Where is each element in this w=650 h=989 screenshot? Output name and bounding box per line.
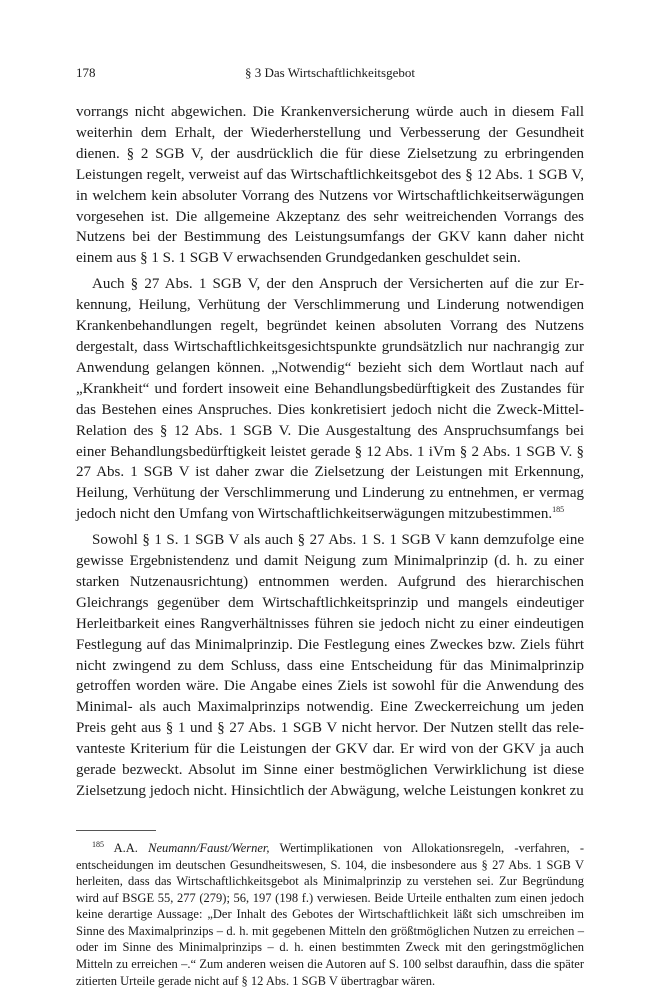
book-page xyxy=(76,62,584,989)
paragraph-2-text: Auch § 27 Abs. 1 SGB V, der den Anspruch der Versicherten auf die zur Erkennung, Heilung, Verhütung der Verschlimmerung und Linderung notwendigen Krankenbehandlungen regelt, begründet keinen absoluten Vorrang des Nutzens dergestalt, dass Wirtschaftlichkeitsgesichtspunkte grundsätzlich nur nachrangig zur Anwendung gelangen können. „Notwendig“ bezieht sich dem Wortlaut nach auf „Krankheit“ und fordert insoweit eine Behandlungsbedürftigkeit des Zustandes für das Bestehen eines Anspruches. Dies konkretisiert jedoch nicht die Zweck-Mittel-Relation des § 12 Abs. 1 SGB V. Die Ausgestaltung des Anspruchsumfangs bei einer Behandlungsbedürftigkeit leistet gerade § 12 Abs. 1 iVm § 2 Abs. 1 SGB V. § 27 Abs. 1 SGB V ist daher zwar die Zielsetzung der Leistungen mit Erkennung, Heilung, Verhütung der Verschlimmerung und Linderung zu entnehmen, er vermag jedoch nicht den Umfang von Wirtschaftlichkeitserwägungen mitzubestimmen. xyxy=(76,276,584,523)
page-number: 178 xyxy=(76,65,96,80)
footnote-text: Wertimplikationen von Allokationsregeln, -verfahren, -entscheidungen im deutschen Gesundheitswesen, S. 104, die insbesondere aus § 27 Abs. 1 SGB V herleiten, dass das Wirtschaftlichkeitsgebot als Minimalprinzip zu verstehen sei. Zur Begründung wird auf BSGE 55, 277 (279); 56, 197 (198 f.) verwiesen. Beide Urteile enthalten zum einen jedoch keine derartige Aussage: „Der Inhalt des Gebotes der Wirtschaftlichkeit läßt sich umschreiben im Sinne des Maximalprinzips – d. h. mit gegebenen Mitteln den größtmöglichen Nutzen zu erreichen – oder im Sinne des Minimalprinzips – d. h. einen bestimmten Zweck mit den geringstmöglichen Mitteln zu erreichen –.“ Zum anderen weisen die Autoren auf S. 100 selbst daraufhin, dass die später zitierten Urteile gerade nicht auf § 12 Abs. 1 SGB V übertragbar wären. xyxy=(76,840,584,988)
footnote-authors: Neumann/Faust/Werner, xyxy=(148,840,270,855)
running-header xyxy=(76,62,584,84)
paragraph-1-text: vorrangs nicht abgewichen. Die Krankenversicherung würde auch in diesem Fall weiterhin dem Erhalt, der Wiederherstellung und Verbesserung der Gesundheit dienen. § 2 SGB V, der ausdrücklich die für diese Zielsetzung zu erbringenden Leistungen regelt, verweist auf das Wirtschaftlichkeitsgebot des § 12 Abs. 1 SGB V, in welchem kein absoluter Vorrang des Nutzens vor Wirtschaftlichkeitserwägungen vorgesehen ist. Die allgemeine Akzeptanz des sehr weitreichenden Vorrangs des Nutzens bei der Bestimmung des Leistungsumfangs der GKV kann daher nicht einem aus § 1 S. 1 SGB V erwachsenden Grundgedanken geschuldet sein. xyxy=(76,104,584,267)
paragraph-2 xyxy=(76,274,584,525)
paragraph-3 xyxy=(76,530,584,802)
footnote-divider xyxy=(76,830,156,831)
paragraph-3-text: Sowohl § 1 S. 1 SGB V als auch § 27 Abs. 1 S. 1 SGB V kann demzufolge eine gewisse Ergebnistendenz und damit Neigung zum Minimalprinzip (d. h. zu einer starken Nutzenausrichtung) entnommen werden. Aufgrund des hierarchischen Gleichrangs gegenüber dem Wirtschaftlichkeitsprinzip und mangels eindeutiger Herleitbarkeit eines Rangverhältnisses führen sie jedoch nicht zu einer eindeutigen Festlegung auf das Minimalprinzip. Die Festlegung eines Zweckes bzw. Ziels führt nicht zwingend zu dem Schluss, dass eine Entscheidung für das Minimalprinzip getroffen worden wäre. Die Angabe eines Ziels ist sowohl für die Anwendung des Minimal- als auch Maximalprinzips notwendig. Eine Zweckerreichung um jeden Preis geht aus § 1 und § 27 Abs. 1 SGB V nicht hervor. Der Nutzen stellt das relevanteste Kriterium für die Leistungen der GKV dar. Er wird von der GKV ja auch gerade bezweckt. Absolut im Sinne einer bestmöglichen Verwirklichung ist diese Zielsetzung jedoch nicht. Hinsichtlich der Abwägung, welche Leistungen konkret zu xyxy=(76,532,584,799)
chapter-title: § 3 Das Wirtschaftlichkeitsgebot xyxy=(244,65,415,80)
footnote-number: 185 xyxy=(92,839,104,849)
footnote-reference[interactable]: 185 xyxy=(552,505,565,515)
paragraph-1 xyxy=(76,102,584,269)
body-text xyxy=(76,102,584,802)
footnote xyxy=(76,840,584,989)
footnote-prefix: A.A. xyxy=(113,840,149,855)
